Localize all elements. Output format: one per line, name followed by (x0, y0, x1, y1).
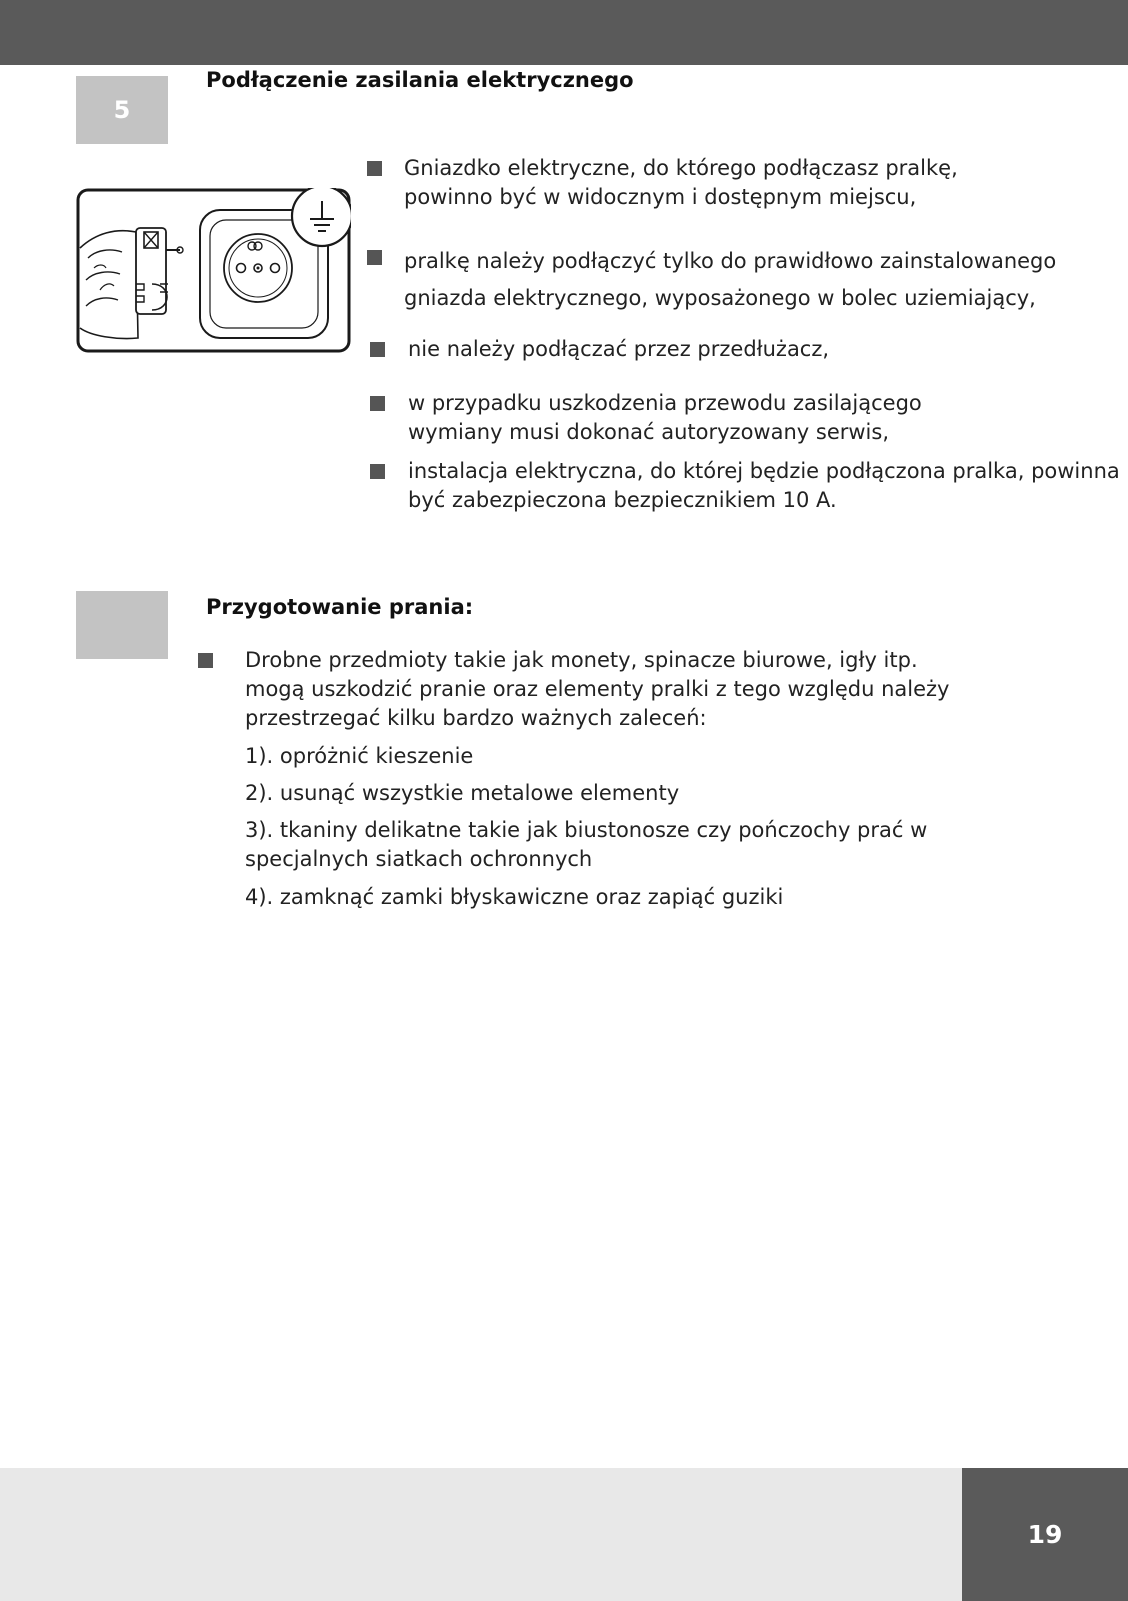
section-tab (76, 591, 168, 659)
intro-text: Drobne przedmioty takie jak monety, spinacze biurowe, igły itp. mogą uszkodzić pranie oraz elementy pralki z tego względu należy przestrzegać kilku bardzo ważnych zaleceń: (245, 648, 950, 730)
footer-bar (0, 1468, 962, 1601)
bullet-text: nie należy podłączać przez przedłużacz, (408, 337, 830, 361)
bullet-marker (370, 342, 385, 357)
section-heading-laundry: Przygotowanie prania: (206, 595, 474, 619)
bullet-marker (370, 464, 385, 479)
page-number: 19 (962, 1468, 1128, 1601)
list-item: 4). zamknąć zamki błyskawiczne oraz zapiąć guziki (245, 885, 784, 909)
list-item: 1). opróżnić kieszenie (245, 744, 474, 768)
section-number-tab: 5 (76, 76, 168, 144)
bullet-text: Gniazdko elektryczne, do którego podłączasz pralkę, powinno być w widocznym i dostępnym miejscu, (404, 156, 958, 209)
bullet-marker (198, 653, 213, 668)
socket-illustration (76, 188, 351, 353)
list-item: 2). usunąć wszystkie metalowe elementy (245, 781, 680, 805)
bullet-text: pralkę należy podłączyć tylko do prawidłowo zainstalowanego gniazda elektrycznego, wyposażonego w bolec uziemiający, (404, 249, 1057, 310)
bullet-text: w przypadku uszkodzenia przewodu zasilającego wymiany musi dokonać autoryzowany serwis, (408, 391, 922, 444)
bullet-marker (367, 250, 382, 265)
section-heading-power: Podłączenie zasilania elektrycznego (206, 68, 634, 92)
header-bar (0, 0, 1128, 65)
bullet-marker (367, 161, 382, 176)
list-item: 3). tkaniny delikatne takie jak biustonosze czy pończochy prać w specjalnych siatkach ochronnych (245, 818, 928, 871)
bullet-text: instalacja elektryczna, do której będzie podłączona pralka, powinna być zabezpieczona bezpiecznikiem 10 A. (408, 459, 1120, 512)
bullet-marker (370, 396, 385, 411)
